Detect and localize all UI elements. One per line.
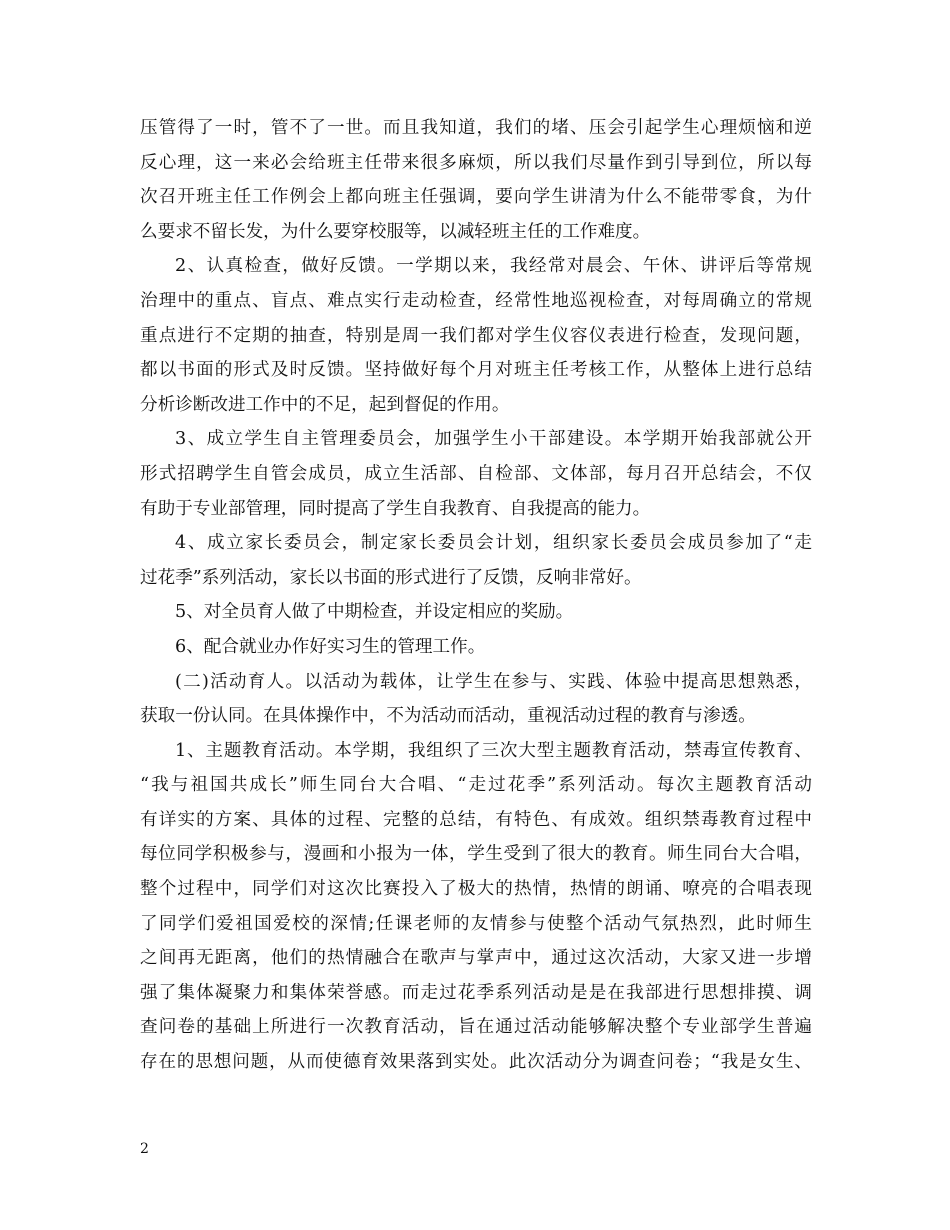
- text-line: 1、主题教育活动。本学期，我组织了三次大型主题教育活动，禁毒宣传教育、: [175, 740, 812, 761]
- text-line: 过花季”系列活动，家长以书面的形式进行了反馈，反响非常好。: [140, 567, 642, 588]
- text-line: 治理中的重点、盲点、难点实行走动检查，经常性地巡视检查，对每周确立的常规: [140, 290, 812, 311]
- text-line: 整个过程中，同学们对这次比赛投入了极大的热情，热情的朗诵、嘹亮的合唱表现: [140, 879, 812, 900]
- text-line: 6、配合就业办作好实习生的管理工作。: [175, 636, 486, 657]
- page-number: 2: [140, 1141, 149, 1157]
- text-line: 4、成立家长委员会，制定家长委员会计划，组织家长委员会成员参加了“走: [175, 533, 812, 554]
- text-line: “我与祖国共成长”师生同台大合唱、“走过花季”系列活动。每次主题教育活动: [140, 775, 812, 796]
- text-line: 查问卷的基础上所进行一次教育活动，旨在通过活动能够解决整个专业部学生普遍: [140, 1017, 812, 1038]
- text-line: 反心理，这一来必会给班主任带来很多麻烦，所以我们尽量作到引导到位，所以每: [140, 152, 812, 173]
- text-line: 获取一份认同。在具体操作中，不为活动而活动，重视活动过程的教育与渗透。: [140, 706, 756, 727]
- text-line: 重点进行不定期的抽查，特别是周一我们都对学生仪容仪表进行检查，发现问题，: [140, 325, 812, 346]
- text-line: 有详实的方案、具体的过程、完整的总结，有特色、有成效。组织禁毒教育过程中: [140, 809, 812, 830]
- text-line: 都以书面的形式及时反馈。坚持做好每个月对班主任考核工作，从整体上进行总结: [140, 360, 812, 381]
- text-line: 每位同学积极参与，漫画和小报为一体，学生受到了很大的教育。师生同台大合唱，: [140, 844, 812, 865]
- text-line: 3、成立学生自主管理委员会，加强学生小干部建设。本学期开始我部就公开: [175, 429, 812, 450]
- text-line: 分析诊断改进工作中的不足，起到督促的作用。: [140, 394, 510, 415]
- text-line: 了同学们爱祖国爱校的深情;任课老师的友情参与使整个活动气氛热烈，此时师生: [140, 913, 812, 934]
- text-line: 有助于专业部管理，同时提高了学生自我教育、自我提高的能力。: [140, 498, 651, 519]
- text-line: (二)活动育人。以活动为载体，让学生在参与、实践、体验中提高思想熟悉，: [175, 671, 812, 692]
- text-line: 强了集体凝聚力和集体荣誉感。而走过花季系列活动是是在我部进行思想排摸、调: [140, 982, 812, 1003]
- text-line: 2、认真检查，做好反馈。一学期以来，我经常对晨会、午休、讲评后等常规: [175, 256, 812, 277]
- text-line: 次召开班主任工作例会上都向班主任强调，要向学生讲清为什么不能带零食，为什: [140, 187, 812, 208]
- text-line: 5、对全员育人做了中期检查，并设定相应的奖励。: [175, 602, 574, 623]
- text-line: 压管得了一时，管不了一世。而且我知道，我们的堵、压会引起学生心理烦恼和逆: [140, 118, 812, 138]
- text-line: 形式招聘学生自管会成员，成立生活部、自检部、文体部，每月召开总结会，不仅: [140, 463, 812, 484]
- text-line: 之间再无距离，他们的热情融合在歌声与掌声中，通过这次活动，大家又进一步增: [140, 948, 812, 969]
- text-line: 么要求不留长发，为什么要穿校服等，以减轻班主任的工作难度。: [140, 221, 651, 242]
- body-text: [140, 111, 812, 1080]
- text-line: 存在的思想问题，从而使德育效果落到实处。此次活动分为调查问卷；“我是女生、: [140, 1052, 812, 1073]
